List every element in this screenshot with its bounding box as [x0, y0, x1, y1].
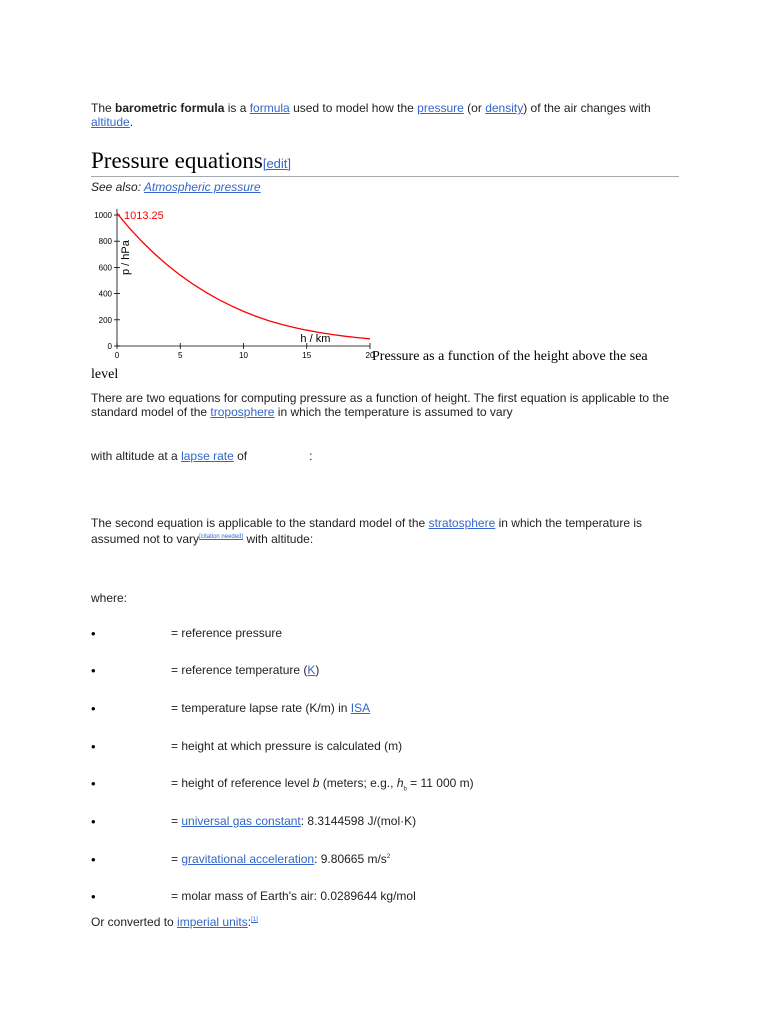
link-kelvin[interactable]: K: [307, 663, 316, 677]
heading-title: Pressure equations: [91, 148, 263, 173]
link-altitude[interactable]: altitude: [91, 115, 130, 129]
paragraph-lapse-rate: with altitude at a lapse rate of :: [91, 449, 313, 463]
y-tick-label: 400: [98, 289, 112, 299]
y-tick-label: 600: [98, 263, 112, 273]
x-tick-label: 15: [302, 351, 312, 360]
bullet-icon: •: [91, 814, 96, 829]
bullet-icon: •: [91, 889, 96, 904]
y-tick-label: 800: [98, 237, 112, 247]
link-universal-gas-constant[interactable]: universal gas constant: [181, 814, 301, 828]
pressure-altitude-chart: [91, 205, 376, 365]
y-tick-label: 1000: [94, 211, 112, 220]
link-density[interactable]: density: [485, 101, 524, 115]
link-pressure[interactable]: pressure: [417, 101, 464, 115]
link-atmospheric-pressure[interactable]: Atmospheric pressure: [143, 180, 261, 194]
link-isa[interactable]: ISA: [350, 701, 371, 715]
see-also: See also: Atmospheric pressure: [91, 180, 261, 194]
section-heading: [91, 148, 679, 177]
y-tick-label: 200: [98, 315, 112, 325]
x-tick-label: 10: [239, 351, 248, 360]
where-label: where:: [91, 591, 128, 605]
link-gravitational-acceleration[interactable]: gravitational acceleration: [181, 852, 315, 866]
bold-term: barometric formula: [115, 101, 225, 115]
x-axis: [115, 343, 375, 360]
paragraph-stratosphere: The second equation is applicable to the standard model of the stratosphere in which the temperature is assumed not to vary[citation needed] with altitude:: [91, 516, 643, 546]
x-tick-label: 0: [114, 351, 120, 360]
imperial-units-line: Or converted to imperial units:[1]: [91, 915, 258, 929]
citation-needed[interactable]: [citation needed]: [199, 534, 244, 540]
edit-link[interactable]: [edit]: [262, 156, 292, 171]
bullet-icon: •: [91, 776, 96, 791]
bullet-icon: •: [91, 739, 96, 754]
y-axis: [94, 209, 120, 351]
link-troposphere[interactable]: troposphere: [210, 405, 275, 419]
y-axis-label: p / hPa: [120, 240, 132, 275]
x-axis-label: h / km: [300, 333, 331, 345]
link-stratosphere[interactable]: stratosphere: [428, 516, 496, 530]
bullet-icon: •: [91, 663, 96, 678]
paragraph-two-equations: There are two equations for computing pressure as a function of height. The first equation is applicable to the standard model of the troposphere in which the temperature is assumed to vary: [91, 391, 670, 419]
bullet-icon: •: [91, 626, 96, 641]
chart-caption: Pressure as a function of the height above the sea: [372, 349, 648, 364]
series-line: [117, 213, 370, 338]
link-formula[interactable]: formula: [249, 101, 290, 115]
chart-caption-cont: level: [91, 367, 119, 382]
citation-1[interactable]: [1]: [251, 917, 258, 923]
bullet-icon: •: [91, 701, 96, 716]
annotation-label: 1013.25: [124, 210, 164, 222]
intro-paragraph: The barometric formula is a formula used to model how the pressure (or density) of the air changes with altitude.: [91, 101, 651, 129]
bullet-icon: •: [91, 852, 96, 867]
x-tick-label: 20: [365, 351, 375, 360]
y-tick-label: 0: [107, 342, 112, 351]
x-tick-label: 5: [178, 351, 183, 360]
link-lapse-rate[interactable]: lapse rate: [181, 449, 234, 463]
link-imperial-units[interactable]: imperial units: [177, 915, 248, 929]
